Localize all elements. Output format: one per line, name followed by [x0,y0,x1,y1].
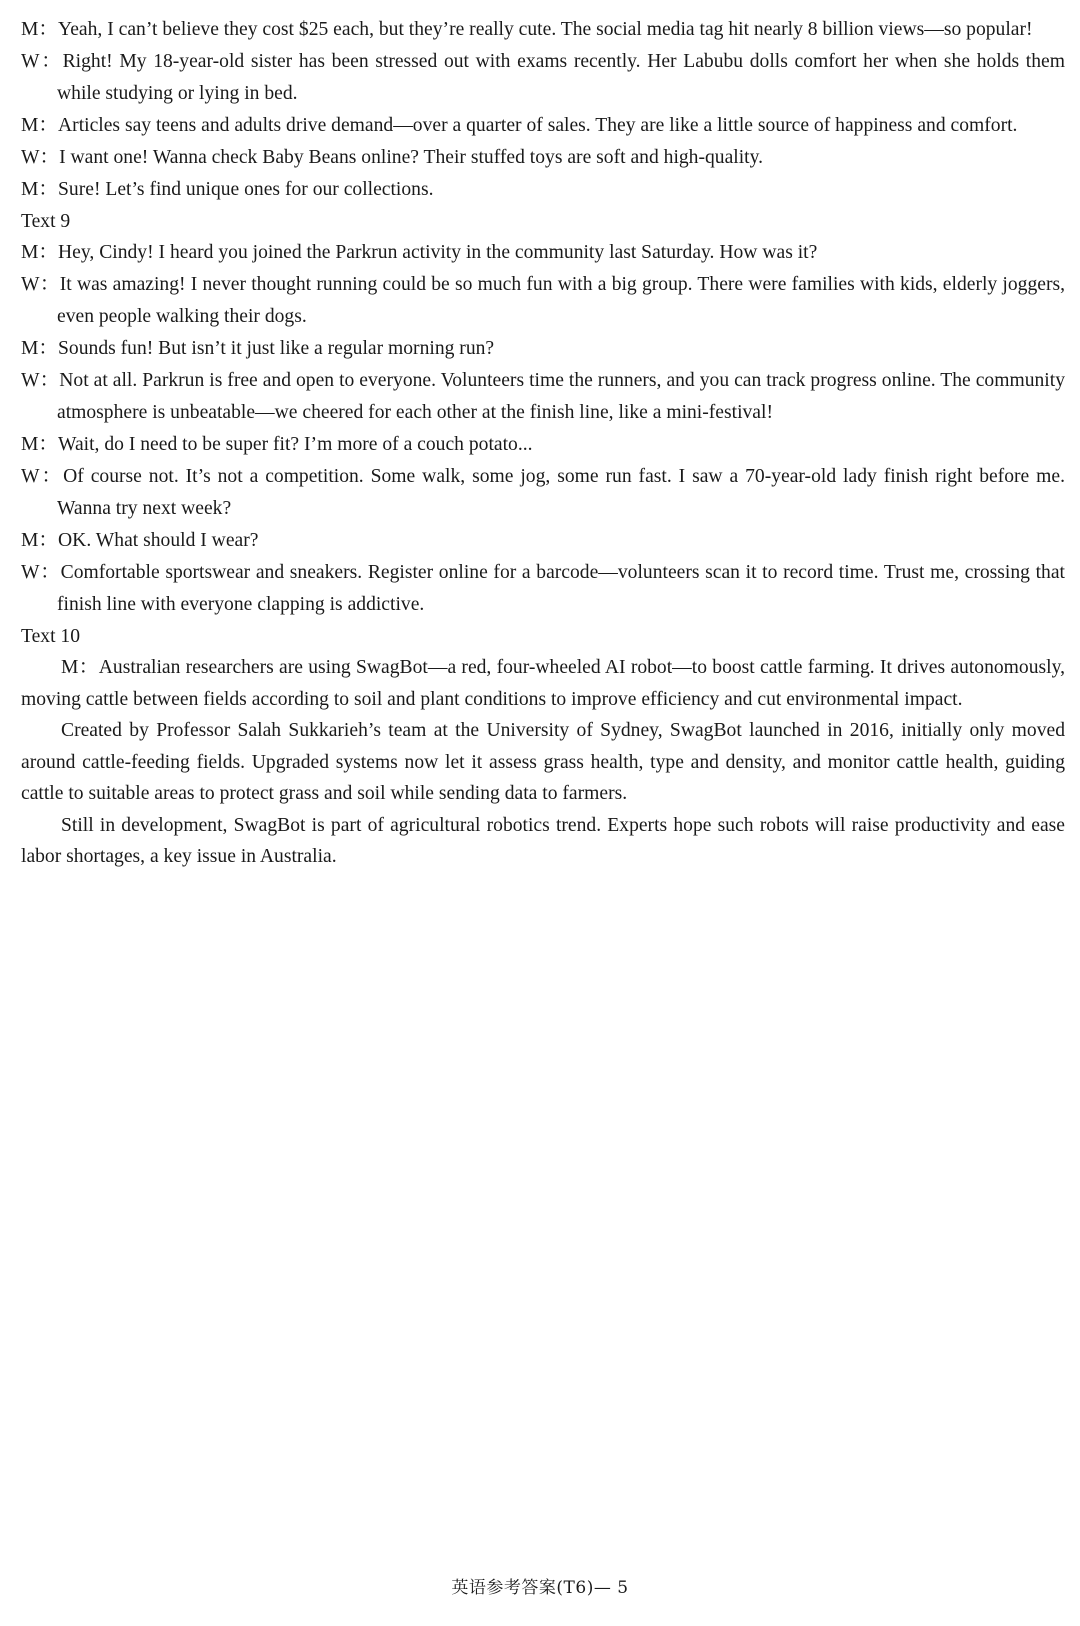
dialogue-text: Hey, Cindy! I heard you joined the Parkrun activity in the community last Saturday. How was it? [58,242,818,263]
dialogue-line [21,333,1065,365]
document-body [21,14,1065,873]
dialogue-text: Wait, do I need to be super fit? I’m more of a couch potato... [58,434,533,455]
dialogue-text: I want one! Wanna check Baby Beans online? Their stuffed toys are soft and high-quality. [59,147,764,168]
text10-paragraph: Created by Professor Salah Sukkarieh’s team at the University of Sydney, SwagBot launched in 2016, initially only moved around cattle-feeding fields. Upgraded systems now let it assess grass health, type and density, and monitor cattle health, guiding cattle to suitable areas to protect grass and soil while sending data to farmers. [21,720,1065,804]
dialogue-text: Articles say teens and adults drive demand—over a quarter of sales. They are like a little source of happiness and comfort. [58,115,1018,136]
dialogue-text: Sure! Let’s find unique ones for our collections. [58,179,434,200]
dialogue-line [21,461,1065,525]
dialogue-text: Comfortable sportswear and sneakers. Register online for a barcode—volunteers scan it to record time. Trust me, crossing that finish line with everyone clapping is addictive. [57,562,1065,615]
speaker-label: M： [21,434,59,455]
text10-heading: Text 10 [21,626,81,647]
text10-paragraph: M：Australian researchers are using SwagBot—a red, four-wheeled AI robot—to boost cattle farming. It drives autonomously, moving cattle between fields according to soil and plant conditions to improve efficiency and cut environmental impact. [21,657,1065,710]
speaker-label: W： [21,370,60,391]
dialogue-line [21,14,1065,46]
text10-paragraph: Still in development, SwagBot is part of agricultural robotics trend. Experts hope such robots will raise productivity and ease labor shortages, a key issue in Australia. [21,814,1065,867]
dialogue-line [21,110,1065,142]
dialogue-text: OK. What should I wear? [58,530,259,551]
speaker-label: W： [21,147,60,168]
dialogue-line [21,429,1065,461]
dialogue-line [21,269,1065,333]
speaker-label: W： [21,274,60,295]
dialogue-text: Of course not. It’s not a competition. Some walk, some jog, some run fast. I saw a 70-year-old lady finish right before me. Wanna try next week? [57,466,1065,519]
speaker-label: M： [21,179,59,200]
speaker-label: M： [21,19,59,40]
dialogue-text: Right! My 18-year-old sister has been stressed out with exams recently. Her Labubu dolls comfort her when she holds them while studying or lying in bed. [57,51,1065,104]
dialogue-text: Sounds fun! But isn’t it just like a regular morning run? [58,338,495,359]
dialogue-line [21,142,1065,174]
dialogue-text: It was amazing! I never thought running could be so much fun with a big group. There were families with kids, elderly joggers, even people walking their dogs. [57,274,1066,327]
speaker-label: W： [21,466,64,487]
text9-heading: Text 9 [21,211,71,232]
speaker-label: M： [21,338,59,359]
dialogue-line [21,557,1065,621]
dialogue-line [21,237,1065,269]
dialogue-line [21,365,1065,429]
speaker-label: M： [21,115,59,136]
dialogue-text: Yeah, I can’t believe they cost $25 each, but they’re really cute. The social media tag hit nearly 8 billion views—so popular! [58,19,1033,40]
dialogue-line [21,46,1065,110]
speaker-label: M： [21,530,59,551]
dialogue-text: Not at all. Parkrun is free and open to everyone. Volunteers time the runners, and you can track progress online. The community atmosphere is unbeatable—we cheered for each other at the finish line, like a mini-festival! [57,370,1065,423]
dialogue-line [21,174,1065,206]
speaker-label: W： [21,562,61,583]
page-footer: 英语参考答案(T6)— 5 [451,1578,629,1598]
speaker-label: M： [21,242,59,263]
speaker-label: W： [21,51,63,72]
dialogue-line [21,525,1065,557]
